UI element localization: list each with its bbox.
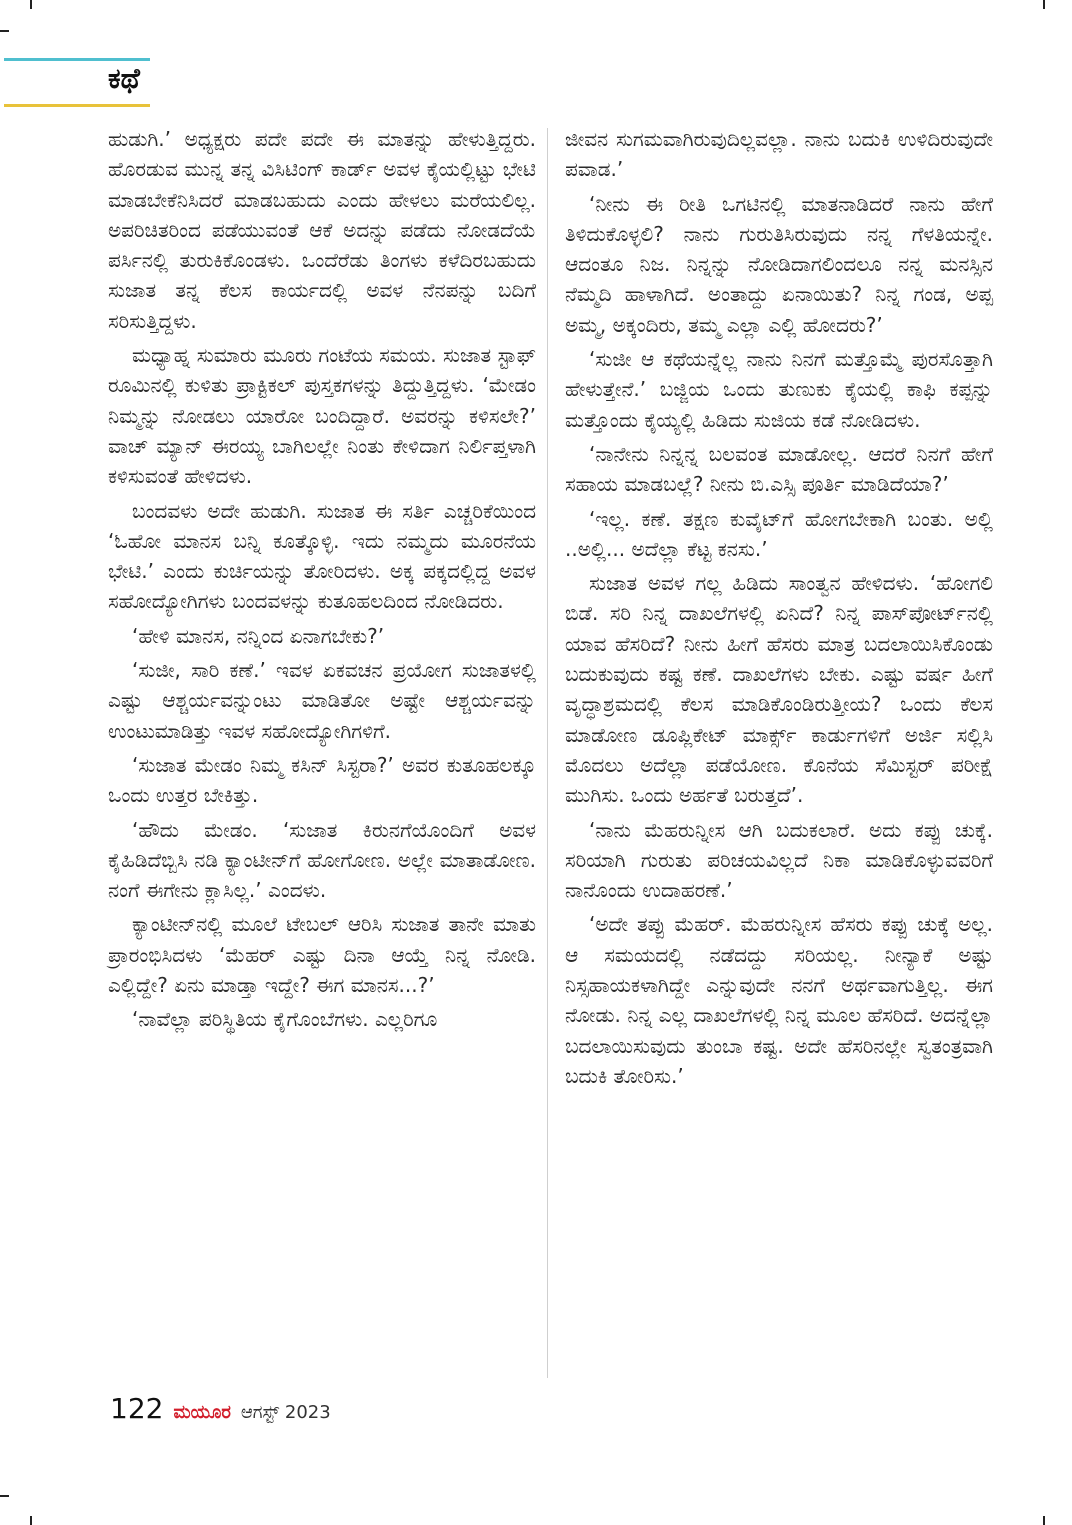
section-rule-top	[4, 58, 150, 61]
paragraph: ಬಂದವಳು ಅದೇ ಹುಡುಗಿ. ಸುಜಾತ ಈ ಸರ್ತಿ ಎಚ್ಚರಿಕೆಯಿಂದ ‘ಓಹೋ ಮಾನಸ ಬನ್ನಿ ಕೂತ್ಕೊಳ್ಳಿ. ಇದು ನಮ್ಮದು ಮೂರನೆಯ ಭೇಟಿ.’ ಎಂದು ಕುರ್ಚಿಯನ್ನು ತೋರಿದಳು. ಅಕ್ಕ ಪಕ್ಕದಲ್ಲಿದ್ದ ಅವಳ ಸಹೋದ್ಯೋಗಿಗಳು ಬಂದವಳನ್ನು ಕುತೂಹಲದಿಂದ ನೋಡಿದರು.	[108, 498, 536, 614]
column-divider	[547, 128, 548, 1378]
paragraph: ‘ನಾನು ಮೆಹರುನ್ನೀಸ ಆಗಿ ಬದುಕಲಾರೆ. ಅದು ಕಪ್ಪು ಚುಕ್ಕೆ. ಸರಿಯಾಗಿ ಗುರುತು ಪರಿಚಯವಿಲ್ಲದೆ ನಿಕಾ ಮಾಡಿಕೊಳ್ಳುವವರಿಗೆ ನಾನೊಂದು ಉದಾಹರಣೆ.’	[565, 817, 993, 903]
issue-date: ಆಗಸ್ಟ್ 2023	[240, 1402, 331, 1423]
paragraph: ‘ಸುಜೀ ಆ ಕಥೆಯನ್ನೆಲ್ಲ ನಾನು ನಿನಗೆ ಮತ್ತೊಮ್ಮೆ ಪುರಸೊತ್ತಾಗಿ ಹೇಳುತ್ತೇನೆ.’ ಬಜ್ಜಿಯ ಒಂದು ತುಣುಕು ಕೈಯಲ್ಲಿ ಕಾಫಿ ಕಪ್ಪನ್ನು ಮತ್ತೊಂದು ಕೈಯ್ಯಲ್ಲಿ ಹಿಡಿದು ಸುಜಿಯ ಕಡೆ ನೋಡಿದಳು.	[565, 347, 993, 432]
page-number: 122	[110, 1392, 164, 1425]
crop-mark	[0, 30, 9, 32]
paragraph: ‘ಅದೇ ತಪ್ಪು ಮೆಹರ್. ಮೆಹರುನ್ನೀಸ ಹೆಸರು ಕಪ್ಪು ಚುಕ್ಕೆ ಅಲ್ಲ. ಆ ಸಮಯದಲ್ಲಿ ನಡೆದದ್ದು ಸರಿಯಲ್ಲ. ನೀನ್ಯಾಕೆ ಅಷ್ಟು ನಿಸ್ಸಹಾಯಕಳಾಗಿದ್ದೇ ಎನ್ನುವುದೇ ನನಗೆ ಅರ್ಥವಾಗುತ್ತಿಲ್ಲ. ಈಗ ನೋಡು. ನಿನ್ನ ಎಲ್ಲ ದಾಖಲೆಗಳಲ್ಲಿ ನಿನ್ನ ಮೂಲ ಹೆಸರಿದೆ. ಅದನ್ನೆಲ್ಲಾ ಬದಲಾಯಿಸುವುದು ತುಂಬಾ ಕಷ್ಟ. ಅದೇ ಹೆಸರಿನಲ್ಲೇ ಸ್ವತಂತ್ರವಾಗಿ ಬದುಕಿ ತೋರಿಸು.’	[565, 912, 993, 1088]
paragraph: ‘ಸುಜಾತ ಮೇಡಂ ನಿಮ್ಮ ಕಸಿನ್ ಸಿಸ್ಟರಾ?’ ಅವರ ಕುತೂಹಲಕ್ಕೂ ಒಂದು ಉತ್ತರ ಬೇಕಿತ್ತು.	[108, 752, 536, 808]
crop-mark	[30, 0, 32, 9]
paragraph: ‘ಸುಜೀ, ಸಾರಿ ಕಣೆ.’ ಇವಳ ಏಕವಚನ ಪ್ರಯೋಗ ಸುಜಾತಳಲ್ಲಿ ಎಷ್ಟು ಆಶ್ಚರ್ಯವನ್ನುಂಟು ಮಾಡಿತೋ ಅಷ್ಟೇ ಆಶ್ಚರ್ಯವನ್ನು ಉಂಟುಮಾಡಿತ್ತು ಇವಳ ಸಹೋದ್ಯೋಗಿಗಳಿಗೆ.	[108, 658, 536, 743]
paragraph: ‘ನೀನು ಈ ರೀತಿ ಒಗಟಿನಲ್ಲಿ ಮಾತನಾಡಿದರೆ ನಾನು ಹೇಗೆ ತಿಳಿದುಕೊಳ್ಳಲಿ? ನಾನು ಗುರುತಿಸಿರುವುದು ನನ್ನ ಗೆಳತಿಯನ್ನೇ. ಆದಂತೂ ನಿಜ. ನಿನ್ನನ್ನು ನೋಡಿದಾಗಲಿಂದಲೂ ನನ್ನ ಮನಸ್ಸಿನ ನೆಮ್ಮದಿ ಹಾಳಾಗಿದೆ. ಅಂತಾದ್ದು ಏನಾಯಿತು? ನಿನ್ನ ಗಂಡ, ಅಪ್ಪ ಅಮ್ಮ, ಅಕ್ಕಂದಿರು, ತಮ್ಮ ಎಲ್ಲಾ ಎಲ್ಲಿ ಹೋದರು?’	[565, 191, 993, 337]
paragraph: ಮಧ್ಯಾಹ್ನ ಸುಮಾರು ಮೂರು ಗಂಟೆಯ ಸಮಯ. ಸುಜಾತ ಸ್ಟಾಫ್ ರೂಮಿನಲ್ಲಿ ಕುಳಿತು ಪ್ರಾಕ್ಟಿಕಲ್ ಪುಸ್ತಕಗಳನ್ನು ತಿದ್ದುತ್ತಿದ್ದಳು. ‘ಮೇಡಂ ನಿಮ್ಮನ್ನು ನೋಡಲು ಯಾರೋ ಬಂದಿದ್ದಾರೆ. ಅವರನ್ನು ಕಳಿಸಲೇ?’ ವಾಚ್ ಮ್ಯಾನ್ ಈರಯ್ಯ ಬಾಗಿಲಲ್ಲೇ ನಿಂತು ಕೇಳಿದಾಗ ನಿರ್ಲಿಪ್ತಳಾಗಿ ಕಳಿಸುವಂತೆ ಹೇಳಿದಳು.	[108, 343, 536, 489]
page-footer	[110, 1392, 331, 1425]
paragraph: ಕ್ಯಾಂಟೀನ್‌ನಲ್ಲಿ ಮೂಲೆ ಟೇಬಲ್ ಆರಿಸಿ ಸುಜಾತ ತಾನೇ ಮಾತು ಪ್ರಾರಂಭಿಸಿದಳು ‘ಮೆಹರ್ ಎಷ್ಟು ದಿನಾ ಆಯ್ತೆ ನಿನ್ನ ನೋಡಿ. ಎಲ್ಲಿದ್ದೇ? ಏನು ಮಾಡ್ತಾ ಇದ್ದೇ? ಈಗ ಮಾನಸ...?’	[108, 912, 536, 998]
paragraph: ‘ನಾನೇನು ನಿನ್ನನ್ನ ಬಲವಂತ ಮಾಡೋಲ್ಲ. ಆದರೆ ನಿನಗೆ ಹೇಗೆ ಸಹಾಯ ಮಾಡಬಲ್ಲೆ? ನೀನು ಬಿ.ಎಸ್ಸಿ ಪೂರ್ತಿ ಮಾಡಿದೆಯಾ?’	[565, 441, 993, 497]
magazine-logo: ಮಯೂರ	[173, 1402, 231, 1423]
right-column	[565, 124, 993, 1095]
left-column	[108, 124, 536, 1039]
crop-mark	[1043, 1516, 1045, 1525]
crop-mark	[1043, 0, 1045, 9]
paragraph: ಸುಜಾತ ಅವಳ ಗಲ್ಲ ಹಿಡಿದು ಸಾಂತ್ವನ ಹೇಳಿದಳು. ‘ಹೋಗಲಿ ಬಿಡೆ. ಸರಿ ನಿನ್ನ ದಾಖಲೆಗಳಲ್ಲಿ ಏನಿದೆ? ನಿನ್ನ ಪಾಸ್‌ಪೋರ್ಟ್‌ನಲ್ಲಿ ಯಾವ ಹೆಸರಿದೆ? ನೀನು ಹೀಗೆ ಹೆಸರು ಮಾತ್ರ ಬದಲಾಯಿಸಿಕೊಂಡು ಬದುಕುವುದು ಕಷ್ಟ ಕಣೆ. ದಾಖಲೆಗಳು ಬೇಕು. ಎಷ್ಟು ವರ್ಷ ಹೀಗೆ ವೃದ್ಧಾಶ್ರಮದಲ್ಲಿ ಕೆಲಸ ಮಾಡಿಕೊಂಡಿರುತ್ತೀಯ? ಒಂದು ಕೆಲಸ ಮಾಡೋಣ ಡೂಪ್ಲಿಕೇಟ್ ಮಾರ್ಕ್ಸ್ ಕಾರ್ಡುಗಳಿಗೆ ಅರ್ಜಿ ಸಲ್ಲಿಸಿ ಮೊದಲು ಅದೆಲ್ಲಾ ಪಡೆಯೋಣ. ಕೊನೆಯ ಸೆಮಿಸ್ಟರ್ ಪರೀಕ್ಷೆ ಮುಗಿಸು. ಒಂದು ಅರ್ಹತೆ ಬರುತ್ತದೆ’.	[565, 571, 993, 808]
section-title: ಕಥೆ	[108, 62, 140, 95]
crop-mark	[30, 1516, 32, 1525]
crop-mark	[0, 1495, 9, 1497]
paragraph: ‘ಹೌದು ಮೇಡಂ. ‘ಸುಜಾತ ಕಿರುನಗೆಯೊಂದಿಗೆ ಅವಳ ಕೈಹಿಡಿದೆಬ್ಬಿಸಿ ನಡಿ ಕ್ಯಾಂಟೀನ್‌ಗೆ ಹೋಗೋಣ. ಅಲ್ಲೇ ಮಾತಾಡೋಣ. ನಂಗೆ ಈಗೇನು ಕ್ಲಾಸಿಲ್ಲ.’ ಎಂದಳು.	[108, 817, 536, 903]
paragraph: ಜೀವನ ಸುಗಮವಾಗಿರುವುದಿಲ್ಲವಲ್ಲಾ. ನಾನು ಬದುಕಿ ಉಳಿದಿರುವುದೇ ಪವಾಡ.’	[565, 127, 993, 182]
paragraph: ಹುಡುಗಿ.’ ಅಧ್ಯಕ್ಷರು ಪದೇ ಪದೇ ಈ ಮಾತನ್ನು ಹೇಳುತ್ತಿದ್ದರು. ಹೊರಡುವ ಮುನ್ನ ತನ್ನ ವಿಸಿಟಿಂಗ್ ಕಾರ್ಡ್ ಅವಳ ಕೈಯಲ್ಲಿಟ್ಟು ಭೇಟಿ ಮಾಡಬೇಕೆನಿಸಿದರೆ ಮಾಡಬಹುದು ಎಂದು ಹೇಳಲು ಮರೆಯಲಿಲ್ಲ. ಅಪರಿಚಿತರಿಂದ ಪಡೆಯುವಂತೆ ಆಕೆ ಅದನ್ನು ಪಡೆದು ನೋಡದೆಯೆ ಪರ್ಸಿನಲ್ಲಿ ತುರುಕಿಕೊಂಡಳು. ಒಂದೆರೆಡು ತಿಂಗಳು ಕಳೆದಿರಬಹುದು ಸುಜಾತ ತನ್ನ ಕೆಲಸ ಕಾರ್ಯದಲ್ಲಿ ಅವಳ ನೆನಪನ್ನು ಬದಿಗೆ ಸರಿಸುತ್ತಿದ್ದಳು.	[108, 127, 536, 333]
paragraph: ‘ಹೇಳಿ ಮಾನಸ, ನನ್ನಿಂದ ಏನಾಗಬೇಕು?’	[132, 623, 385, 648]
section-rule-bottom	[4, 104, 150, 107]
paragraph: ‘ನಾವೆಲ್ಲಾ ಪರಿಸ್ಥಿತಿಯ ಕೈಗೊಂಬೆಗಳು. ಎಲ್ಲರಿಗೂ	[132, 1007, 438, 1032]
paragraph: ‘ಇಲ್ಲ. ಕಣೆ. ತಕ್ಷಣ ಕುವೈಟ್‌ಗೆ ಹೋಗಬೇಕಾಗಿ ಬಂತು. ಅಲ್ಲಿ ..ಅಲ್ಲಿ... ಅದೆಲ್ಲಾ ಕೆಟ್ಟ ಕನಸು.’	[565, 506, 993, 561]
